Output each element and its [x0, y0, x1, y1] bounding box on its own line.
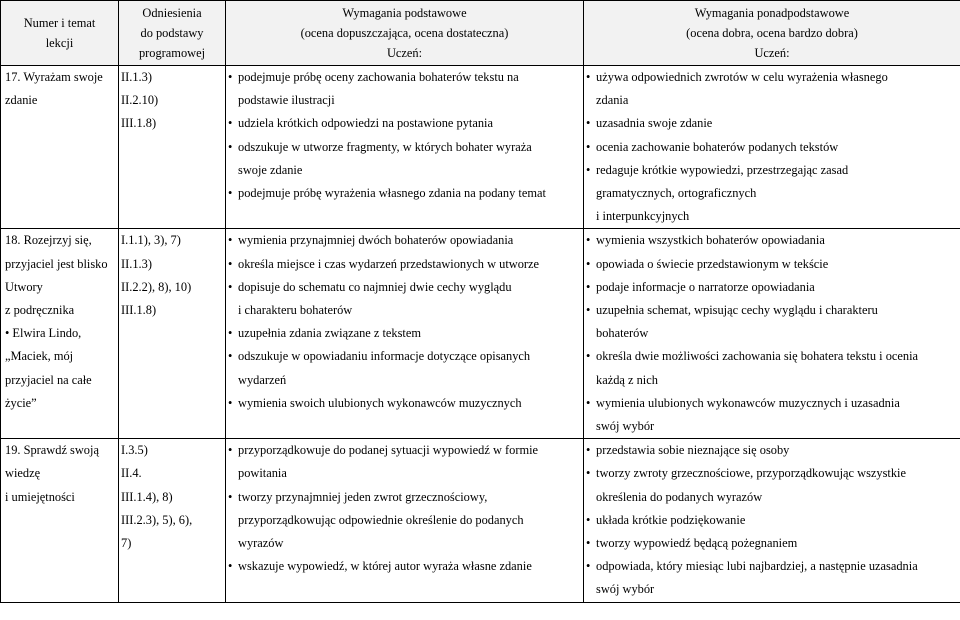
bullet-item: • odszukuje w opowiadaniu informacje dotyczące opisanych	[228, 345, 581, 368]
bullet-item: • przedstawia sobie nieznające się osoby	[586, 439, 958, 462]
curriculum-reference-cell	[119, 229, 226, 439]
bullet-continuation: gramatycznych, ortograficznych	[596, 186, 757, 201]
cell-line: II.2.2), 8), 10)	[121, 279, 192, 294]
cell-line: 18. Rozejrzyj się,	[5, 233, 92, 248]
bullet-item: • ocenia zachowanie bohaterów podanych tekstów	[586, 136, 958, 159]
bullet-item: • podejmuje próbę oceny zachowania bohaterów tekstu na	[228, 66, 581, 89]
header-advanced-requirements: Wymagania ponadpodstawowe (ocena dobra, ocena bardzo dobra) Uczeń:	[584, 1, 960, 66]
bullet-item: • dopisuje do schematu co najmniej dwie cechy wyglądu	[228, 276, 581, 299]
cell-line: • Elwira Lindo,	[5, 326, 82, 341]
bullet-item: • wymienia wszystkich bohaterów opowiadania	[586, 229, 958, 252]
cell-line: 17. Wyrażam swoje	[5, 70, 103, 84]
table-row	[1, 66, 960, 229]
cell-line: II.1.3)	[121, 70, 152, 84]
bullet-item: • tworzy wypowiedź będącą pożegnaniem	[586, 532, 958, 555]
bullet-item: • redaguje krótkie wypowiedzi, przestrzegając zasad	[586, 159, 958, 182]
bullet-item: • odszukuje w utworze fragmenty, w których bohater wyraża	[228, 136, 581, 159]
bullet-item: • uzupełnia zdania związane z tekstem	[228, 322, 581, 345]
bullet-continuation: wyrazów	[238, 536, 284, 551]
cell-line: II.2.10)	[121, 93, 159, 108]
bullet-item: • opowiada o świecie przedstawionym w tekście	[586, 253, 958, 276]
cell-line: I.1.1), 3), 7)	[121, 233, 181, 248]
bullet-item: • wymienia swoich ulubionych wykonawców muzycznych	[228, 392, 581, 415]
lesson-topic-cell	[1, 229, 119, 439]
cell-line: III.1.8)	[121, 116, 157, 131]
bullet-continuation: i interpunkcyjnych	[596, 209, 690, 224]
cell-line: II.1.3)	[121, 256, 152, 271]
bullet-item: • odpowiada, który miesiąc lubi najbardziej, a następnie uzasadnia	[586, 555, 958, 578]
bullet-continuation: swój wybór	[596, 419, 655, 434]
bullet-continuation: określenia do podanych wyrazów	[596, 489, 763, 504]
bullet-item: • wskazuje wypowiedź, w której autor wyraża własne zdanie	[228, 555, 581, 578]
cell-line: przyjaciel na całe	[5, 372, 92, 387]
cell-line: zdanie	[5, 93, 38, 108]
curriculum-reference-cell	[119, 439, 226, 602]
bullet-item: • używa odpowiednich zwrotów w celu wyrażenia własnego	[586, 66, 958, 89]
bullet-item: • podejmuje próbę wyrażenia własnego zdania na podany temat	[228, 182, 581, 205]
bullet-item: • udziela krótkich odpowiedzi na postawione pytania	[228, 112, 581, 135]
bullet-continuation: podstawie ilustracji	[238, 93, 335, 108]
bullet-continuation: przyporządkowując odpowiednie określenie do podanych	[238, 512, 524, 527]
basic-requirements-cell	[226, 229, 584, 439]
bullet-continuation: każdą z nich	[596, 372, 658, 387]
table-row	[1, 229, 960, 439]
bullet-item: • wymienia przynajmniej dwóch bohaterów opowiadania	[228, 229, 581, 252]
bullet-continuation: swoje zdanie	[238, 162, 303, 177]
cell-line: Utwory	[5, 279, 43, 294]
header-references: Odniesienia do podstawy programowej	[119, 1, 226, 66]
header-basic-requirements: Wymagania podstawowe (ocena dopuszczająca, ocena dostateczna) Uczeń:	[226, 1, 584, 66]
cell-line: życie”	[5, 395, 37, 410]
bullet-continuation: swój wybór	[596, 582, 655, 597]
cell-line: 19. Sprawdź swoją	[5, 443, 99, 458]
basic-requirements-cell	[226, 66, 584, 229]
cell-line: I.3.5)	[121, 443, 148, 458]
cell-line: wiedzę	[5, 466, 41, 481]
bullet-continuation: zdania	[596, 93, 629, 108]
header-row	[1, 1, 960, 66]
advanced-requirements-cell	[584, 439, 960, 602]
bullet-item: • uzupełnia schemat, wpisując cechy wyglądu i charakteru	[586, 299, 958, 322]
cell-line: 7)	[121, 536, 132, 551]
lesson-topic-cell	[1, 439, 119, 602]
bullet-item: • przyporządkowuje do podanej sytuacji wypowiedź w formie	[228, 439, 581, 462]
cell-line: „Maciek, mój	[5, 349, 74, 364]
curriculum-reference-cell	[119, 66, 226, 229]
bullet-item: • układa krótkie podziękowanie	[586, 509, 958, 532]
bullet-item: • określa dwie możliwości zachowania się bohatera tekstu i ocenia	[586, 345, 958, 368]
advanced-requirements-cell	[584, 66, 960, 229]
cell-line: III.1.8)	[121, 303, 157, 318]
table-row	[1, 439, 960, 602]
cell-line: przyjaciel jest blisko	[5, 256, 108, 271]
bullet-continuation: powitania	[238, 466, 287, 481]
bullet-item: • wymienia ulubionych wykonawców muzycznych i uzasadnia	[586, 392, 958, 415]
advanced-requirements-cell	[584, 229, 960, 439]
bullet-continuation: bohaterów	[596, 326, 649, 341]
bullet-item: • uzasadnia swoje zdanie	[586, 112, 958, 135]
cell-line: II.4.	[121, 466, 142, 481]
bullet-item: • tworzy zwroty grzecznościowe, przyporządkowując wszystkie	[586, 462, 958, 485]
header-topic: Numer i temat lekcji	[1, 1, 119, 66]
bullet-continuation: i charakteru bohaterów	[238, 303, 353, 318]
lesson-topic-cell	[1, 66, 119, 229]
basic-requirements-cell	[226, 439, 584, 602]
cell-line: III.1.4), 8)	[121, 489, 173, 504]
bullet-item: • tworzy przynajmniej jeden zwrot grzecznościowy,	[228, 486, 581, 509]
cell-line: III.2.3), 5), 6),	[121, 512, 193, 527]
bullet-item: • określa miejsce i czas wydarzeń przedstawionych w utworze	[228, 253, 581, 276]
cell-line: z podręcznika	[5, 303, 75, 318]
cell-line: i umiejętności	[5, 489, 75, 504]
bullet-item: • podaje informacje o narratorze opowiadania	[586, 276, 958, 299]
bullet-continuation: wydarzeń	[238, 372, 287, 387]
